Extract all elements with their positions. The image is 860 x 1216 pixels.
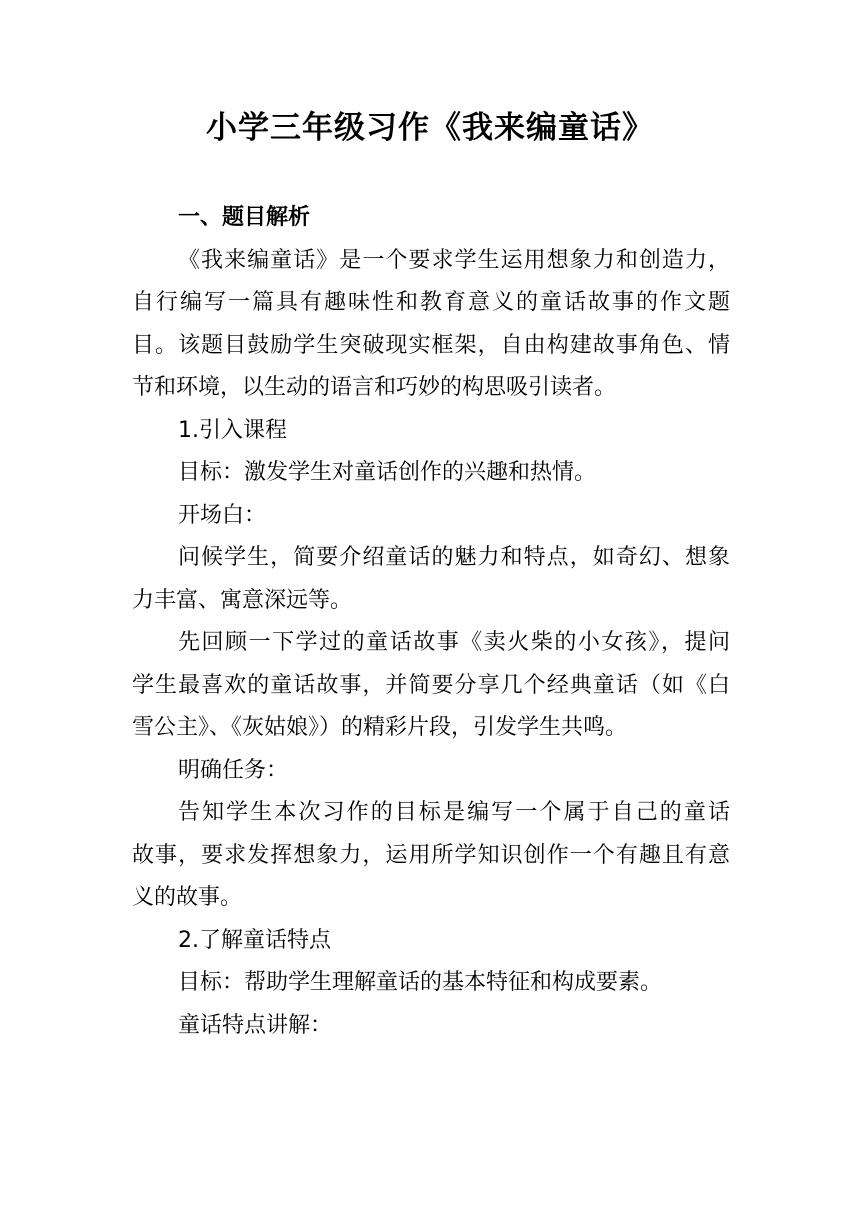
paragraph-line: 《我来编童话》是一个要求学生运用想象力和创造力，: [178, 247, 730, 273]
subsection-heading: 2.了解童话特点: [178, 927, 331, 953]
paragraph-line: 目。该题目鼓励学生突破现实框架，自由构建故事角色、情: [132, 332, 730, 358]
paragraph-line: 先回顾一下学过的童话故事《卖火柴的小女孩》，提问: [178, 630, 730, 655]
paragraph-line: 学生最喜欢的童话故事，并简要分享几个经典童话（如《白: [132, 672, 730, 698]
paragraph-line: 雪公主》、《灰姑娘》）的精彩片段，引发学生共鸣。: [132, 715, 628, 740]
paragraph-line: 节和环境，以生动的语言和巧妙的构思吸引读者。: [132, 375, 617, 400]
paragraph-line: 目标：激发学生对童话创作的兴趣和热情。: [178, 460, 597, 485]
paragraph-line: 自行编写一篇具有趣味性和教育意义的童话故事的作文题: [132, 290, 730, 315]
paragraph-line: 目标：帮助学生理解童话的基本特征和构成要素。: [178, 970, 663, 995]
paragraph-line: 开场白：: [178, 502, 267, 528]
paragraph-line: 问候学生，简要介绍童话的魅力和特点，如奇幻、想象: [178, 545, 730, 570]
paragraph-line: 告知学生本次习作的目标是编写一个属于自己的童话: [178, 800, 730, 825]
paragraph-line: 明确任务：: [178, 757, 289, 783]
document-body: [132, 197, 730, 1047]
section-heading: 一、题目解析: [178, 205, 311, 230]
paragraph-line: 义的故事。: [132, 885, 243, 910]
subsection-heading: 1.引入课程: [178, 417, 287, 443]
paragraph-line: 故事，要求发挥想象力，运用所学知识创作一个有趣且有意: [132, 842, 730, 868]
paragraph-line: 童话特点讲解：: [178, 1012, 333, 1038]
paragraph-line: 力丰富、寓意深远等。: [132, 587, 353, 613]
document-title: 小学三年级习作《我来编童话》: [206, 110, 654, 146]
